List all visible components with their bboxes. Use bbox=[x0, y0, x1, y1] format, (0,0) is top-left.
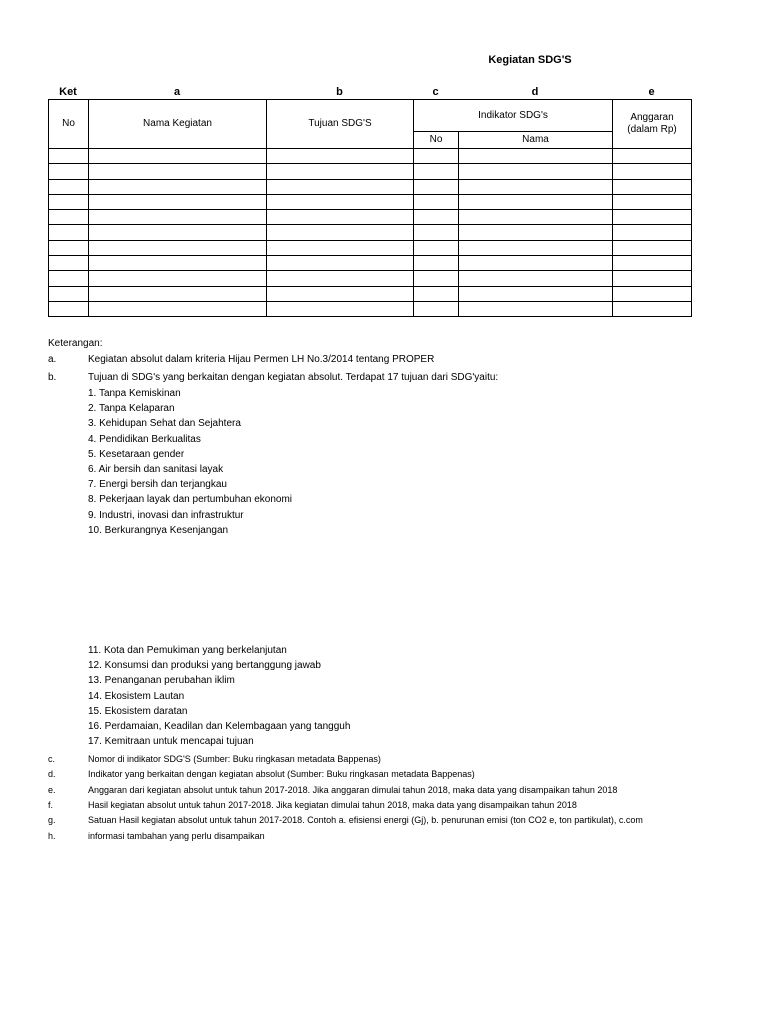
table-cell bbox=[49, 164, 89, 179]
table-cell bbox=[267, 286, 414, 301]
sdg-goal-item: 1. Tanpa Kemiskinan bbox=[88, 388, 181, 399]
note-item-text: Satuan Hasil kegiatan absolut untuk tahun 2017-2018. Contoh a. efisiensi energi (Gj), b. penurunan emisi (ton CO2 e, ton partikulat), c.com bbox=[88, 815, 643, 826]
sdg-goal-item: 12. Konsumsi dan produksi yang bertanggung jawab bbox=[88, 660, 321, 672]
note-b-letter: b. bbox=[48, 372, 57, 383]
table-cell bbox=[49, 301, 89, 316]
table-row bbox=[49, 164, 692, 179]
table-cell bbox=[414, 240, 459, 255]
table-row bbox=[49, 286, 692, 301]
table-row bbox=[49, 256, 692, 271]
table-cell bbox=[414, 225, 459, 240]
table-cell bbox=[414, 164, 459, 179]
note-item-text: informasi tambahan yang perlu disampaikan bbox=[88, 830, 265, 841]
table-cell bbox=[49, 256, 89, 271]
sdg-goal-item: 16. Perdamaian, Keadilan dan Kelembagaan yang tangguh bbox=[88, 721, 351, 732]
header-indikator-no: No bbox=[414, 132, 459, 149]
table-cell bbox=[49, 210, 89, 225]
column-key-e: e bbox=[648, 86, 655, 98]
table-cell bbox=[613, 225, 692, 240]
table-cell bbox=[459, 164, 613, 179]
sdg-goal-item: 9. Industri, inovasi dan infrastruktur bbox=[88, 509, 244, 521]
table-cell bbox=[459, 210, 613, 225]
table-cell bbox=[459, 149, 613, 164]
table-cell bbox=[459, 271, 613, 286]
note-item-letter: d. bbox=[48, 769, 56, 780]
table-cell bbox=[49, 194, 89, 209]
table-cell bbox=[89, 271, 267, 286]
table-row bbox=[49, 179, 692, 194]
header-tujuan-sdg: Tujuan SDG'S bbox=[267, 100, 414, 149]
table-cell bbox=[414, 286, 459, 301]
table-cell bbox=[89, 210, 267, 225]
table-cell bbox=[49, 179, 89, 194]
sdg-goal-item: 5. Kesetaraan gender bbox=[88, 448, 185, 460]
header-anggaran bbox=[613, 100, 692, 149]
table-cell bbox=[613, 271, 692, 286]
table-cell bbox=[49, 286, 89, 301]
note-item-letter: f. bbox=[48, 799, 54, 810]
table-cell bbox=[89, 225, 267, 240]
table-cell bbox=[414, 301, 459, 316]
table-cell bbox=[49, 149, 89, 164]
table-cell bbox=[414, 271, 459, 286]
table-cell bbox=[414, 256, 459, 271]
page-title: Kegiatan SDG'S bbox=[488, 54, 572, 66]
table-cell bbox=[267, 210, 414, 225]
header-nama-kegiatan: Nama Kegiatan bbox=[89, 100, 267, 149]
note-item-letter: c. bbox=[48, 754, 56, 764]
note-item-text: Nomor di indikator SDG'S (Sumber: Buku ringkasan metadata Bappenas) bbox=[88, 754, 381, 764]
table-cell bbox=[89, 179, 267, 194]
table-cell bbox=[613, 164, 692, 179]
note-item-text: Indikator yang berkaitan dengan kegiatan absolut (Sumber: Buku ringkasan metadata Bappenas) bbox=[88, 769, 475, 780]
table-row bbox=[49, 210, 692, 225]
table-row bbox=[49, 301, 692, 316]
table-cell bbox=[267, 301, 414, 316]
table-cell bbox=[267, 164, 414, 179]
table-cell bbox=[49, 225, 89, 240]
table-cell bbox=[89, 194, 267, 209]
table-cell bbox=[414, 210, 459, 225]
table-cell bbox=[459, 286, 613, 301]
table-cell bbox=[267, 256, 414, 271]
note-item-text: Hasil kegiatan absolut untuk tahun 2017-2018. Jika kegiatan dimulai tahun 2018, maka data yang disampaikan tahun 2018 bbox=[88, 799, 577, 810]
table-cell bbox=[414, 194, 459, 209]
table-cell bbox=[414, 149, 459, 164]
sdg-goal-item: 7. Energi bersih dan terjangkau bbox=[88, 479, 227, 491]
header-indikator-sdg: Indikator SDG's bbox=[414, 100, 613, 132]
table-cell bbox=[89, 301, 267, 316]
header-indikator-nama: Nama bbox=[459, 132, 613, 149]
note-item-letter: e. bbox=[48, 784, 56, 795]
table-cell bbox=[613, 256, 692, 271]
table-cell bbox=[267, 271, 414, 286]
header-no: No bbox=[49, 100, 89, 149]
sdg-goal-item: 4. Pendidikan Berkualitas bbox=[88, 433, 201, 445]
sdg-goal-item: 6. Air bersih dan sanitasi layak bbox=[88, 464, 224, 475]
table-cell bbox=[267, 194, 414, 209]
header-anggaran-line1: Anggaran bbox=[630, 112, 674, 123]
table-cell bbox=[459, 256, 613, 271]
header-anggaran-line2: (dalam Rp) bbox=[627, 124, 677, 135]
note-a-text: Kegiatan absolut dalam kriteria Hijau Permen LH No.3/2014 tentang PROPER bbox=[88, 354, 435, 365]
sdg-goal-item: 15. Ekosistem daratan bbox=[88, 705, 188, 717]
table-cell bbox=[89, 149, 267, 164]
table-cell bbox=[613, 179, 692, 194]
sdg-goal-item: 13. Penanganan perubahan iklim bbox=[88, 675, 235, 687]
table-cell bbox=[267, 225, 414, 240]
table-cell bbox=[49, 240, 89, 255]
table-cell bbox=[414, 179, 459, 194]
sdg-goal-item: 11. Kota dan Pemukiman yang berkelanjutan bbox=[88, 645, 287, 656]
column-key-c: c bbox=[432, 86, 439, 98]
table-cell bbox=[89, 256, 267, 271]
table-cell bbox=[613, 194, 692, 209]
sdg-goal-item: 10. Berkurangnya Kesenjangan bbox=[88, 524, 229, 536]
notes-heading: Keterangan: bbox=[48, 338, 103, 349]
column-key-b: b bbox=[336, 86, 343, 98]
note-b-text: Tujuan di SDG's yang berkaitan dengan kegiatan absolut. Terdapat 17 tujuan dari SDG'yaitu: bbox=[88, 372, 499, 383]
column-key-d: d bbox=[531, 86, 539, 98]
sdg-goal-item: 2. Tanpa Kelaparan bbox=[88, 403, 175, 415]
table-cell bbox=[267, 179, 414, 194]
table-cell bbox=[459, 240, 613, 255]
table-cell bbox=[459, 301, 613, 316]
sdg-activity-table bbox=[48, 99, 692, 317]
table-cell bbox=[613, 210, 692, 225]
table-cell bbox=[613, 240, 692, 255]
note-a-letter: a. bbox=[48, 354, 57, 365]
table-cell bbox=[89, 164, 267, 179]
table-cell bbox=[89, 286, 267, 301]
table-row bbox=[49, 194, 692, 209]
table-row bbox=[49, 149, 692, 164]
column-key-ket: Ket bbox=[59, 86, 77, 98]
note-item-text: Anggaran dari kegiatan absolut untuk tahun 2017-2018. Jika anggaran dimulai tahun 2018, maka data yang disampaikan tahun 2018 bbox=[88, 784, 618, 795]
sdg-goal-item: 8. Pekerjaan layak dan pertumbuhan ekonomi bbox=[88, 494, 293, 506]
table-cell bbox=[459, 179, 613, 194]
table-cell bbox=[267, 149, 414, 164]
note-item-letter: h. bbox=[48, 830, 56, 841]
table-row bbox=[49, 271, 692, 286]
table-cell bbox=[89, 240, 267, 255]
table-cell bbox=[267, 240, 414, 255]
table-cell bbox=[613, 286, 692, 301]
sdg-goal-item: 17. Kemitraan untuk mencapai tujuan bbox=[88, 736, 254, 748]
sdg-goal-item: 3. Kehidupan Sehat dan Sejahtera bbox=[88, 418, 241, 430]
table-cell bbox=[613, 301, 692, 316]
table-cell bbox=[613, 149, 692, 164]
column-key-a: a bbox=[173, 86, 181, 98]
table-row bbox=[49, 225, 692, 240]
table-cell bbox=[459, 225, 613, 240]
sdg-goal-item: 14. Ekosistem Lautan bbox=[88, 690, 185, 702]
note-item-letter: g. bbox=[48, 815, 56, 826]
table-cell bbox=[459, 194, 613, 209]
table-cell bbox=[49, 271, 89, 286]
table-row bbox=[49, 240, 692, 255]
